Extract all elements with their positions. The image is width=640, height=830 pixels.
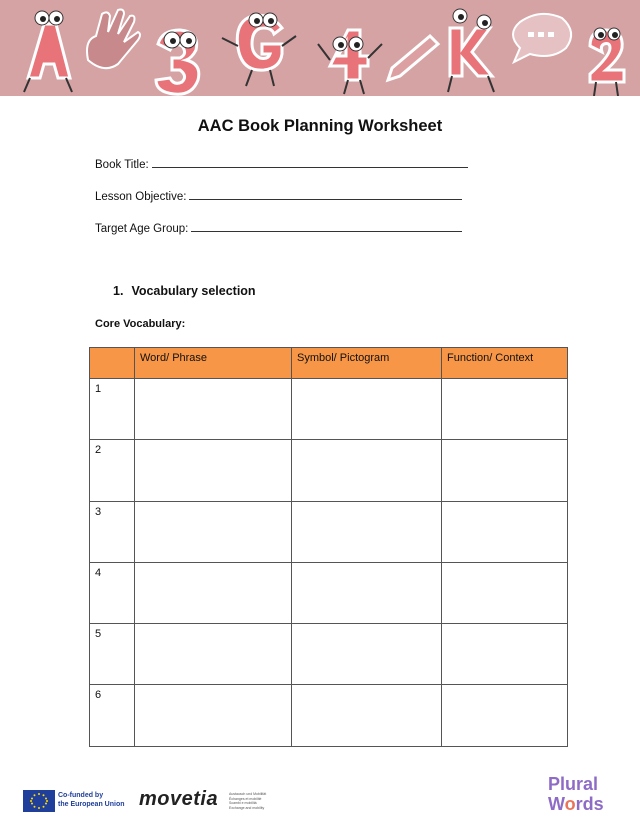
plural-words-rds: rds <box>575 794 604 814</box>
eu-line-1: Co-funded by <box>58 792 104 799</box>
plural-words-logo <box>548 774 604 814</box>
number-four-icon <box>318 30 382 94</box>
row-number-cell: 3 <box>90 502 135 563</box>
symbol-pictogram-cell[interactable] <box>292 624 442 685</box>
function-context-cell[interactable] <box>442 685 568 747</box>
row-number-cell: 2 <box>90 440 135 502</box>
plural-words-o: o <box>564 794 576 814</box>
section-number: 1. <box>113 284 124 298</box>
table-header-row <box>90 348 568 379</box>
core-vocabulary-heading: Core Vocabulary: <box>95 318 186 330</box>
book-title-field[interactable] <box>95 157 468 171</box>
symbol-pictogram-cell[interactable] <box>292 502 442 563</box>
function-context-cell[interactable] <box>442 563 568 624</box>
word-phrase-cell[interactable] <box>135 685 292 747</box>
row-number-cell: 1 <box>90 379 135 440</box>
word-phrase-cell[interactable] <box>135 624 292 685</box>
table-row <box>90 563 568 624</box>
eu-line-2: the European Union <box>58 801 125 808</box>
table-row <box>90 502 568 563</box>
plural-words-line-2 <box>548 794 604 814</box>
number-three-icon <box>156 30 199 94</box>
section-title: Vocabulary selection <box>131 284 256 298</box>
hand-icon <box>87 10 140 69</box>
banner-illustration <box>0 0 640 96</box>
function-context-cell[interactable] <box>442 379 568 440</box>
row-number-cell: 5 <box>90 624 135 685</box>
letter-a-icon <box>24 11 72 92</box>
row-number-cell: 6 <box>90 685 135 747</box>
function-context-cell[interactable] <box>442 502 568 563</box>
target-age-group-blank-line[interactable] <box>191 221 462 232</box>
decorative-banner <box>0 0 640 96</box>
book-title-label: Book Title: <box>95 159 149 171</box>
symbol-pictogram-cell[interactable] <box>292 563 442 624</box>
number-two-icon <box>590 28 624 96</box>
function-context-cell[interactable] <box>442 440 568 502</box>
movetia-logo: movetia <box>139 788 219 810</box>
vocabulary-table <box>89 347 568 747</box>
footer <box>0 770 640 830</box>
table-row <box>90 379 568 440</box>
table-row <box>90 440 568 502</box>
target-age-group-field[interactable] <box>95 221 462 235</box>
letter-g-icon <box>222 13 296 86</box>
plural-words-line-1: Plural <box>548 774 599 794</box>
table-row <box>90 685 568 747</box>
table-header-symbol-pictogram: Symbol/ Pictogram <box>292 348 442 379</box>
word-phrase-cell[interactable] <box>135 563 292 624</box>
lesson-objective-label: Lesson Objective: <box>95 191 187 203</box>
speech-bubble-icon <box>513 14 571 62</box>
plural-words-w: W <box>548 794 565 814</box>
symbol-pictogram-cell[interactable] <box>292 440 442 502</box>
book-title-blank-line[interactable] <box>152 157 468 168</box>
symbol-pictogram-cell[interactable] <box>292 685 442 747</box>
eu-flag-icon <box>23 790 55 812</box>
row-number-cell: 4 <box>90 563 135 624</box>
pencil-icon <box>388 36 438 80</box>
table-header-number <box>90 348 135 379</box>
table-row <box>90 624 568 685</box>
document-title: AAC Book Planning Worksheet <box>197 117 443 135</box>
symbol-pictogram-cell[interactable] <box>292 379 442 440</box>
word-phrase-cell[interactable] <box>135 502 292 563</box>
eu-cofunded-text <box>58 791 138 809</box>
target-age-group-label: Target Age Group: <box>95 223 189 235</box>
lesson-objective-field[interactable] <box>95 189 462 203</box>
table-header-function-context: Function/ Context <box>442 348 568 379</box>
letter-k-icon <box>448 9 494 92</box>
function-context-cell[interactable] <box>442 624 568 685</box>
lesson-objective-blank-line[interactable] <box>189 189 462 200</box>
section-heading <box>113 284 256 298</box>
word-phrase-cell[interactable] <box>135 379 292 440</box>
word-phrase-cell[interactable] <box>135 440 292 502</box>
table-header-word-phrase: Word/ Phrase <box>135 348 292 379</box>
movetia-subtext: Austausch und Mobilität Échanges et mobilité Scambi e mobilità Exchange and mobility <box>229 792 267 810</box>
